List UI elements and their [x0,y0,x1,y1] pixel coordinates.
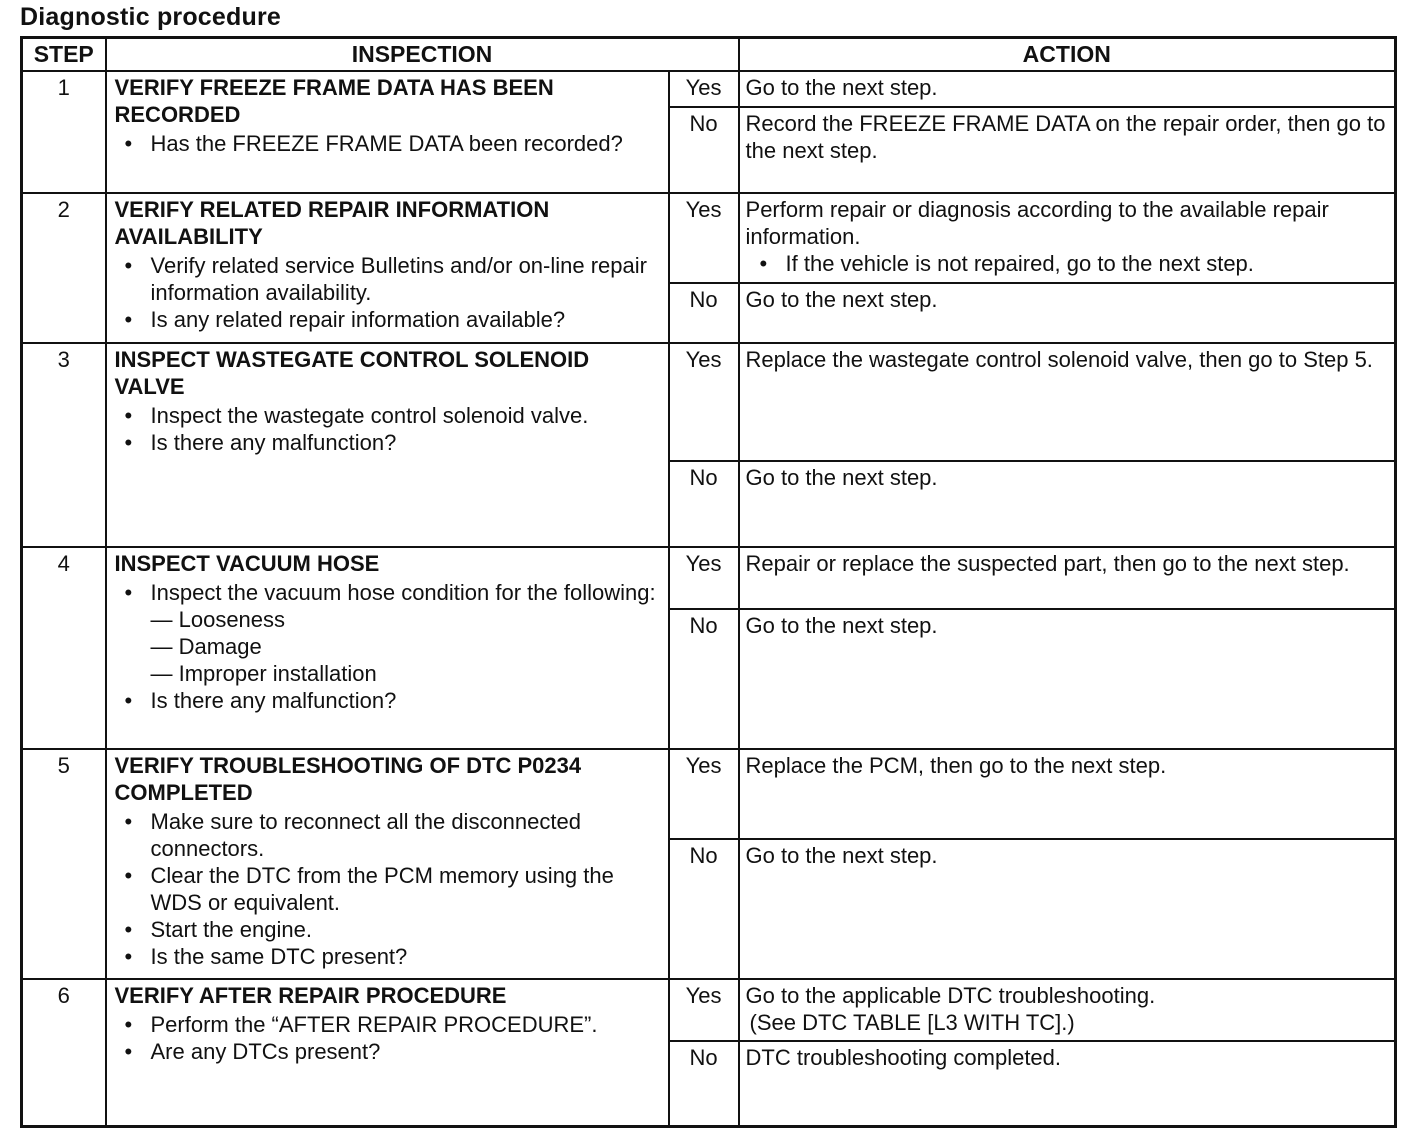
step-row [22,979,1396,1041]
subitem-list [151,606,662,687]
inspection-bullet: • Is the same DTC present? [151,943,662,970]
yes-action: Go to the next step. [739,71,1396,107]
no-action: Go to the next step. [739,609,1396,749]
yes-action-text: Perform repair or diagnosis according to the available repair information. [745,197,1329,249]
step-number: 1 [22,71,106,193]
inspection-title: INSPECT VACUUM HOSE [114,551,380,576]
no-label: No [669,1041,739,1127]
diagnostic-table [20,36,1397,1128]
inspection-bullet: • Is any related repair information available? [151,306,662,333]
yes-action-text: Go to the applicable DTC troubleshooting. [745,983,1156,1008]
inspection-bullet: • Has the FREEZE FRAME DATA been recorded? [151,130,662,157]
inspection-cell [106,547,669,749]
header-action: ACTION [739,38,1396,72]
header-row [22,38,1396,72]
inspection-bullet: • Clear the DTC from the PCM memory using the WDS or equivalent. [151,862,662,916]
subitem: — Looseness [150,607,286,632]
inspection-title: INSPECT WASTEGATE CONTROL SOLENOID VALVE [114,347,590,399]
header-inspection: INSPECTION [106,38,739,72]
yes-action-reference: (See DTC TABLE [L3 WITH TC].) [749,1010,1075,1035]
no-label: No [669,461,739,547]
subitem: — Improper installation [150,661,377,686]
no-label: No [669,839,739,979]
no-action: Record the FREEZE FRAME DATA on the repair order, then go to the next step. [739,107,1396,193]
yes-action-bullets [746,250,1389,277]
inspection-bullet: • Make sure to reconnect all the disconnected connectors. [151,808,662,862]
inspection-bullet: • Are any DTCs present? [151,1038,662,1065]
yes-action [739,979,1396,1041]
inspection-bullets [115,252,662,333]
step-row [22,749,1396,839]
step-number: 5 [22,749,106,979]
inspection-bullet: • Is there any malfunction? [151,429,662,456]
no-label: No [669,609,739,749]
inspection-title: VERIFY TROUBLESHOOTING OF DTC P0234 COMPLETED [114,753,582,805]
yes-action: Replace the PCM, then go to the next step. [739,749,1396,839]
step-row [22,71,1396,107]
step-number: 2 [22,193,106,343]
no-label: No [669,107,739,193]
inspection-bullets [115,808,662,970]
inspection-bullets [115,130,662,157]
inspection-bullets [115,579,662,714]
inspection-bullets [115,402,662,456]
step-row [22,547,1396,609]
no-label: No [669,283,739,343]
inspection-cell [106,979,669,1127]
no-action: Go to the next step. [739,461,1396,547]
yes-label: Yes [669,343,739,461]
yes-action [739,193,1396,283]
step-number: 4 [22,547,106,749]
no-action: Go to the next step. [739,839,1396,979]
step-row [22,193,1396,283]
inspection-bullet: • Inspect the wastegate control solenoid valve. [151,402,662,429]
inspection-bullet: • Perform the “AFTER REPAIR PROCEDURE”. [151,1011,662,1038]
yes-action: Repair or replace the suspected part, then go to the next step. [739,547,1396,609]
yes-label: Yes [669,547,739,609]
inspection-bullets [115,1011,662,1065]
inspection-bullet: • Start the engine. [151,916,662,943]
inspection-bullet: • Is there any malfunction? [151,687,662,714]
yes-action: Replace the wastegate control solenoid valve, then go to Step 5. [739,343,1396,461]
inspection-bullet: • Verify related service Bulletins and/or on-line repair information availability. [151,252,662,306]
step-row [22,343,1396,461]
inspection-bullet-text: • Inspect the vacuum hose condition for the following: [150,580,656,605]
inspection-bullet [151,579,662,687]
page-title: Diagnostic procedure [20,3,281,31]
inspection-cell [106,193,669,343]
step-number: 6 [22,979,106,1127]
header-step: STEP [22,38,106,72]
step-number: 3 [22,343,106,547]
inspection-cell [106,343,669,547]
no-action: DTC troubleshooting completed. [739,1041,1396,1127]
yes-label: Yes [669,979,739,1041]
yes-label: Yes [669,193,739,283]
yes-action-bullet: • If the vehicle is not repaired, go to the next step. [786,250,1389,277]
yes-label: Yes [669,71,739,107]
yes-label: Yes [669,749,739,839]
inspection-cell [106,71,669,193]
no-action: Go to the next step. [739,283,1396,343]
subitem: — Damage [150,634,262,659]
inspection-title: VERIFY FREEZE FRAME DATA HAS BEEN RECORDED [114,75,554,127]
inspection-title: VERIFY AFTER REPAIR PROCEDURE [114,983,507,1008]
inspection-cell [106,749,669,979]
inspection-title: VERIFY RELATED REPAIR INFORMATION AVAILABILITY [114,197,550,249]
